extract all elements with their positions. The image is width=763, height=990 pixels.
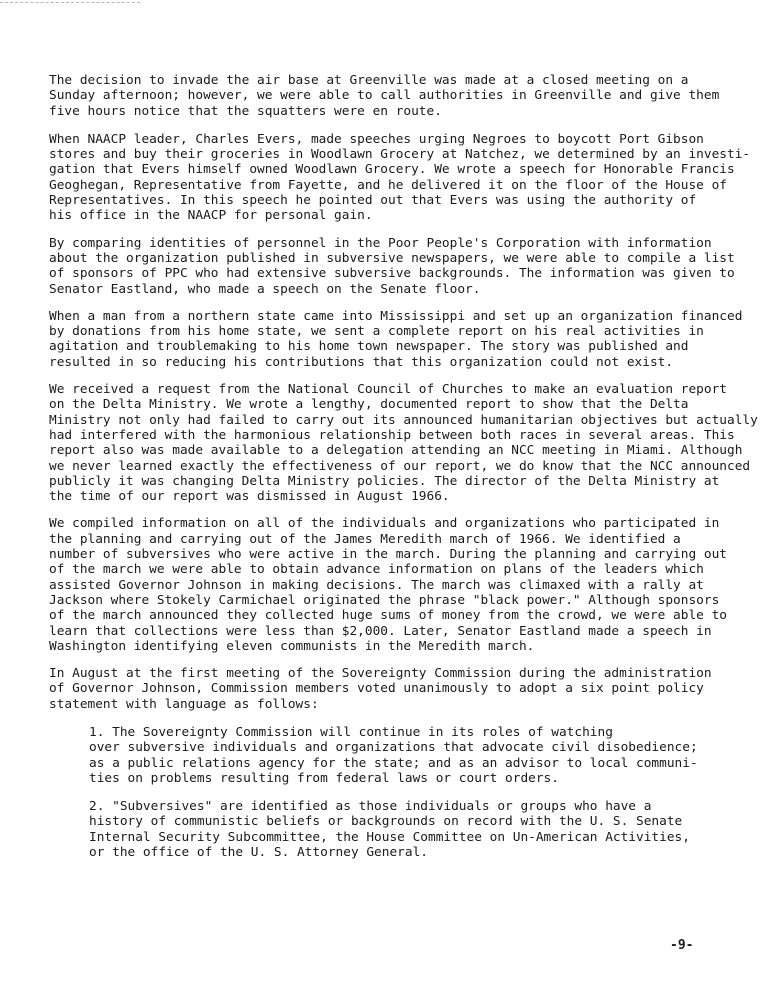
text-line: The decision to invade the air base at Greenville was made at a closed meeting on a <box>49 73 689 88</box>
text-line: Senator Eastland, who made a speech on the Senate floor. <box>49 281 481 297</box>
text-line: When a man from a northern state came into Mississippi and set up an organization financed <box>49 308 743 324</box>
paragraph-northern-man <box>49 309 754 370</box>
text-line: In August at the first meeting of the Sovereignty Commission during the administration <box>49 666 712 682</box>
text-line: history of communistic beliefs or backgrounds on record with the U. S. Senate <box>89 814 683 830</box>
text-line: resulted in so reducing his contributions that this organization could not exist. <box>49 354 674 370</box>
text-line: 2. "Subversives" are identified as those individuals or groups who have a <box>89 799 652 815</box>
text-line: of the march announced they collected huge sums of money from the crowd, we were able to <box>49 608 727 624</box>
text-line: about the organization published in subversive newspapers, we were able to compile a list <box>49 250 735 266</box>
text-line: Ministry not only had failed to carry out its announced humanitarian objectives but actually <box>49 412 758 428</box>
text-line: stores and buy their groceries in Woodlawn Grocery at Natchez, we determined by an investi- <box>49 147 751 163</box>
policy-point-2 <box>49 799 754 860</box>
text-line: five hours notice that the squatters were en route. <box>49 103 442 119</box>
text-line: statement with language as follows: <box>49 696 319 712</box>
text-line: report also was made available to a delegation attending an NCC meeting in Miami. Although <box>49 443 743 459</box>
paragraph-greenville <box>49 73 754 119</box>
text-line: his office in the NAACP for personal gain. <box>49 208 373 224</box>
text-line: Sunday afternoon; however, we were able to call authorities in Greenville and give them <box>49 88 720 104</box>
text-line: publicly it was changing Delta Ministry policies. The director of the Delta Ministry at <box>49 473 720 489</box>
policy-point-1 <box>49 725 754 786</box>
page-number: -9- <box>670 938 694 953</box>
text-line: We compiled information on all of the individuals and organizations who participated in <box>49 516 720 532</box>
text-line: Geoghegan, Representative from Fayette, and he delivered it on the floor of the House of <box>49 177 727 193</box>
text-line: Jackson where Stokely Carmichael originated the phrase "black power." Although sponsors <box>49 592 720 608</box>
paragraph-delta-ministry <box>49 382 758 505</box>
text-line: ties on problems resulting from federal laws or court orders. <box>89 770 559 786</box>
text-line: By comparing identities of personnel in the Poor People's Corporation with information <box>49 235 712 251</box>
text-line: assisted Governor Johnson in making decisions. The march was climaxed with a rally at <box>49 577 704 593</box>
text-line: had interfered with the harmonious relationship between both races in several areas. This <box>49 427 735 443</box>
text-line: number of subversives who were active in the march. During the planning and carrying out <box>49 547 727 563</box>
paragraph-ppc <box>49 236 754 297</box>
text-line: as a public relations agency for the state; and as an advisor to local communi- <box>89 755 698 771</box>
document-body <box>49 73 758 861</box>
text-line: agitation and troublemaking to his home town newspaper. The story was published and <box>49 339 689 355</box>
text-line: 1. The Sovereignty Commission will continue in its roles of watching <box>89 724 613 740</box>
top-edge-marks <box>0 2 140 3</box>
text-line: we never learned exactly the effectiveness of our report, we do know that the NCC announced <box>49 458 751 474</box>
text-line: gation that Evers himself owned Woodlawn Grocery. We wrote a speech for Honorable Francis <box>49 162 735 178</box>
text-line: the planning and carrying out of the James Meredith march of 1966. We identified a <box>49 531 681 547</box>
text-line: on the Delta Ministry. We wrote a lengthy, documented report to show that the Delta <box>49 397 689 413</box>
text-line: by donations from his home state, we sent a complete report on his real activities in <box>49 324 704 340</box>
text-line: learn that collections were less than $2,000. Later, Senator Eastland made a speech in <box>49 623 712 639</box>
text-line: the time of our report was dismissed in August 1966. <box>49 489 450 505</box>
text-line: over subversive individuals and organizations that advocate civil disobedience; <box>89 740 698 756</box>
paragraph-policy-statement <box>49 666 754 712</box>
text-line: of Governor Johnson, Commission members voted unanimously to adopt a six point policy <box>49 681 704 697</box>
paragraph-evers <box>49 132 754 224</box>
text-line: Washington identifying eleven communists in the Meredith march. <box>49 638 535 654</box>
text-line: Internal Security Subcommittee, the House Committee on Un-American Activities, <box>89 829 690 845</box>
text-line: When NAACP leader, Charles Evers, made speeches urging Negroes to boycott Port Gibson <box>49 131 704 147</box>
text-line: of the march we were able to obtain advance information on plans of the leaders which <box>49 562 704 578</box>
text-line: We received a request from the National Council of Churches to make an evaluation report <box>49 382 727 398</box>
text-line: or the office of the U. S. Attorney General. <box>89 845 428 861</box>
paragraph-meredith-march <box>49 516 754 654</box>
text-line: Representatives. In this speech he pointed out that Evers was using the authority of <box>49 193 697 209</box>
text-line: of sponsors of PPC who had extensive subversive backgrounds. The information was given to <box>49 266 735 282</box>
